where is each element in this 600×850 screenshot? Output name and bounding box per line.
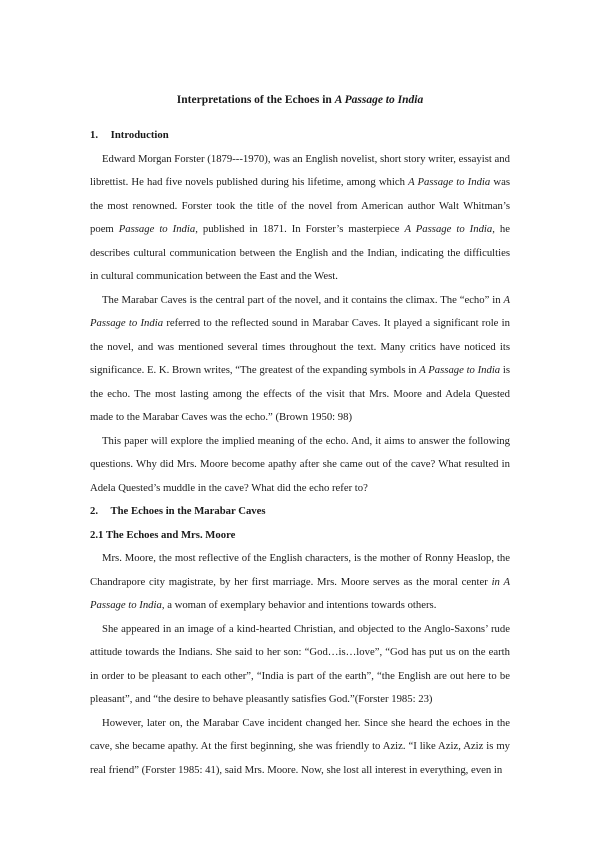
section-number: 1.: [90, 129, 99, 141]
paragraph-intro-aims: [90, 430, 510, 501]
text-run: Edward Morgan Forster (1879---1970), was an English novelist, short story writer, essayist and librettist. He had five novels published during his lifetime, among which: [90, 152, 510, 188]
text-run: referred to the reflected sound in Marabar Caves. It played a significant role in the novel, and was mentioned several times throughout the text. Many critics have noticed its significance. E. K. Brown writes, “The greatest of the expanding symbols in: [90, 317, 510, 376]
paragraph-mrs-moore-christian: [90, 618, 510, 712]
section-heading-introduction: [90, 124, 510, 148]
text-run: Mrs. Moore, the most reflective of the English characters, is the mother of Ronny Heaslop, the Chandrapore city magistrate, by her first marriage. Mrs. Moore serves as the moral center: [90, 552, 510, 588]
text-run: This paper will explore the implied meaning of the echo. And, it aims to answer the following questions. Why did Mrs. Moore become apathy after she came out of the cave? What resulted in Adela Quested’s muddle in the cave? What did the echo refer to?: [90, 434, 510, 494]
text-run: She appeared in an image of a kind-hearted Christian, and objected to the Anglo-Saxons’ rude attitude towards the Indians. She said to her son: “God…is…love”, “God has put us on the earth in order to be pleasant to each other”, “India is part of the earth”, “the English are out here to be pleasant”, and “the desire to behave pleasantly satisfies God.”(Forster 1985: 23): [90, 622, 510, 705]
text-run: , published in 1871. In Forster’s masterpiece: [195, 223, 405, 235]
italic-title: A Passage to India: [404, 223, 493, 235]
paragraph-mrs-moore-change: [90, 712, 510, 783]
paragraph-intro-forster: [90, 148, 510, 289]
text-run: , a woman of exemplary behavior and intentions towards others.: [161, 599, 437, 611]
page-title: [90, 92, 510, 108]
title-prefix: Interpretations of the Echoes in: [176, 94, 335, 106]
paragraph-intro-marabar: [90, 289, 510, 430]
italic-title: A Passage to India: [419, 364, 501, 376]
section-number: 2.: [90, 505, 99, 517]
subsection-heading-mrs-moore: 2.1 The Echoes and Mrs. Moore: [90, 528, 236, 541]
italic-title: A Passage to India: [408, 176, 491, 188]
text-run: was the most renowned. Forster took the title of the novel from American author Walt Whitman’s poem: [90, 176, 510, 235]
title-book-name: A Passage to India: [334, 94, 424, 106]
italic-title: A Passage to India: [90, 293, 510, 329]
text-run: The Marabar Caves is the central part of the novel, and it contains the climax. The “echo” in: [102, 293, 504, 306]
italic-title: in A Passage to India: [90, 575, 510, 611]
text-run: However, later on, the Marabar Cave incident changed her. Since she heard the echoes in the cave, she became apathy. At the first beginning, she was friendly to Aziz. “I like Aziz, Aziz is my real friend” (Forster 1985: 41), said Mrs. Moore. Now, she lost all interest in everything, even in: [90, 716, 510, 776]
text-run: , he describes cultural communication between the English and the Indian, indicating the difficulties in cultural communication between the East and the West.: [90, 223, 510, 282]
italic-title: Passage to India: [118, 223, 196, 235]
section-label: Introduction: [110, 129, 169, 141]
text-run: is the echo. The most lasting among the effects of the visit that Mrs. Moore and Adela Quested made to the Marabar Caves was the echo.” (Brown 1950: 98): [90, 364, 510, 423]
section-heading-echoes: [90, 500, 510, 524]
section-label: The Echoes in the Marabar Caves: [110, 505, 266, 517]
paragraph-mrs-moore-intro: [90, 547, 510, 618]
